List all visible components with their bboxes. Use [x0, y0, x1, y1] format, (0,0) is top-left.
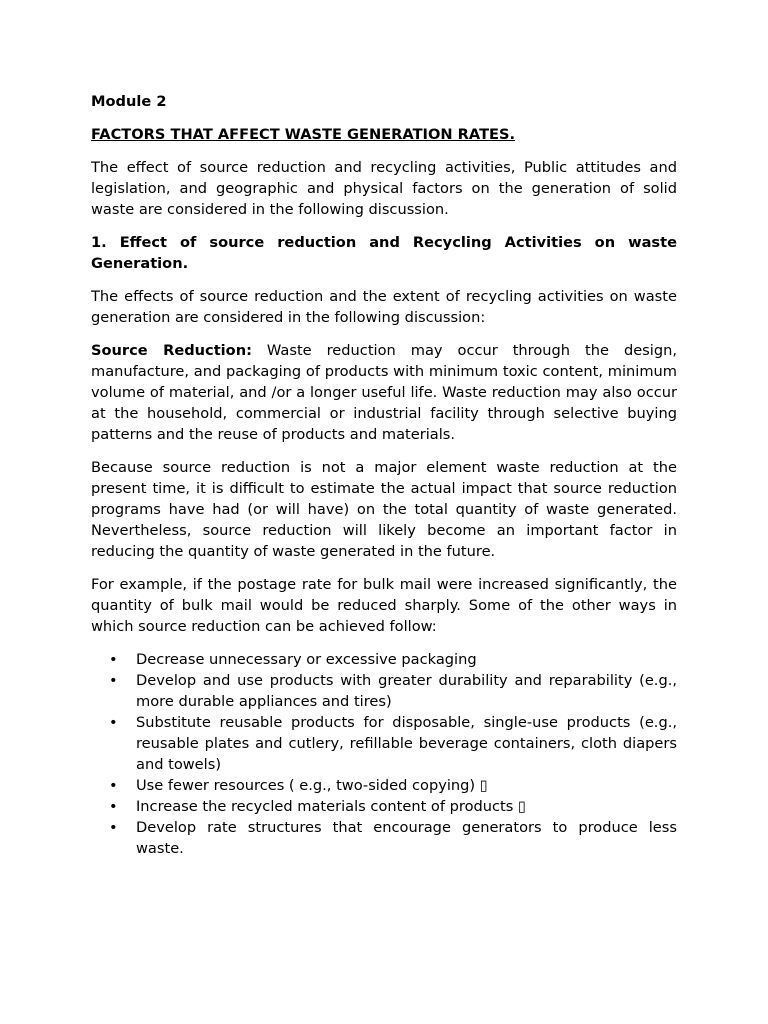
- document-body: [91, 91, 677, 859]
- section-1-heading: 1. Effect of source reduction and Recycling Activities on waste Generation.: [91, 234, 677, 272]
- list-item: [91, 712, 677, 775]
- list-item: [91, 817, 677, 859]
- source-reduction-label: Source Reduction:: [91, 342, 252, 359]
- intro-paragraph: The effect of source reduction and recycling activities, Public attitudes and legislation, and geographic and physical factors on the generation of solid waste are considered in the following discussion.: [91, 159, 677, 218]
- list-item: [91, 796, 677, 817]
- example-paragraph: For example, if the postage rate for bulk mail were increased significantly, the quantity of bulk mail would be reduced sharply. Some of the other ways in which source reduction can be achieved follow:: [91, 576, 677, 635]
- module-title: Module 2: [91, 93, 167, 110]
- bullet-list: [91, 649, 677, 859]
- list-item: [91, 649, 677, 670]
- list-item-text: Substitute reusable products for disposable, single-use products (e.g., reusable plates and cutlery, refillable beverage containers, cloth diapers and towels): [136, 714, 677, 773]
- bullet-icon: •: [109, 777, 118, 794]
- bullet-icon: •: [109, 714, 118, 731]
- list-item-text: Develop and use products with greater durability and reparability (e.g., more durable appliances and tires): [136, 672, 677, 710]
- list-item-text: Develop rate structures that encourage generators to produce less waste.: [136, 819, 677, 857]
- source-reduction-text: Waste reduction may occur through the design, manufacture, and packaging of products with minimum toxic content, minimum volume of material, and /or a longer useful life. Waste reduction may also occur at the household, commercial or industrial facility through selective buying patterns and the reuse of products and materials.: [91, 342, 677, 443]
- source-reduction-paragraph: [91, 340, 677, 445]
- bullet-icon: •: [109, 651, 118, 668]
- list-item: [91, 775, 677, 796]
- bullet-icon: •: [109, 798, 118, 815]
- main-heading: FACTORS THAT AFFECT WASTE GENERATION RATES.: [91, 126, 516, 143]
- because-paragraph: Because source reduction is not a major element waste reduction at the present time, it is difficult to estimate the actual impact that source reduction programs have had (or will have) on the total quantity of waste generated. Nevertheless, source reduction will likely become an important factor in reducing the quantity of waste generated in the future.: [91, 459, 677, 560]
- list-item-text: Decrease unnecessary or excessive packaging: [136, 651, 477, 668]
- bullet-icon: •: [109, 819, 118, 836]
- list-item-text: Use fewer resources ( e.g., two-sided copying) ▯: [136, 777, 488, 794]
- list-item: [91, 670, 677, 712]
- bullet-icon: •: [109, 672, 118, 689]
- section-1-paragraph: The effects of source reduction and the extent of recycling activities on waste generation are considered in the following discussion:: [91, 288, 677, 326]
- list-item-text: Increase the recycled materials content of products ▯: [136, 798, 527, 815]
